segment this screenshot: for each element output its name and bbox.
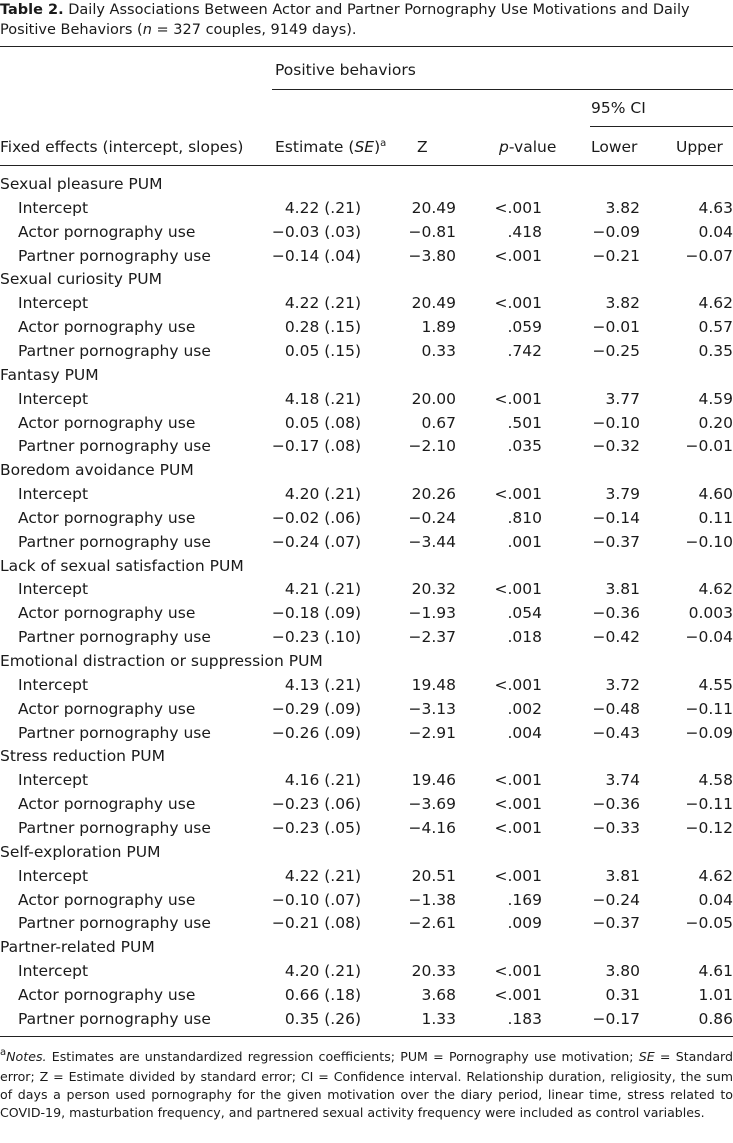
cell-p: .169 [507, 890, 542, 909]
cell-estimate: 4.18 (.21) [284, 389, 361, 408]
cell-label: Intercept [18, 675, 89, 694]
section-title: Lack of sexual satisfaction PUM [0, 556, 244, 575]
cell-estimate: −0.18 (.09) [271, 604, 361, 623]
cell-upper: 4.60 [698, 485, 733, 504]
cell-upper: 0.35 [698, 341, 733, 360]
cell-label: Intercept [18, 485, 89, 504]
cell-z: 19.48 [411, 675, 456, 694]
cell-estimate: 0.05 (.08) [284, 413, 361, 432]
cell-z: −1.93 [408, 604, 456, 623]
cell-z: −0.81 [408, 222, 456, 241]
cell-estimate: 0.66 (.18) [284, 985, 361, 1004]
cell-label: Intercept [18, 198, 89, 217]
cell-z: 1.89 [421, 318, 456, 337]
cell-estimate: −0.14 (.04) [271, 246, 361, 265]
cell-lower: 3.74 [605, 771, 640, 790]
caption-n: n [142, 22, 152, 38]
cell-label: Intercept [18, 866, 89, 885]
cell-label: Actor pornography use [18, 604, 196, 623]
cell-z: −3.44 [408, 532, 456, 551]
cell-z: 20.51 [411, 866, 456, 885]
section-title: Self-exploration PUM [0, 842, 161, 861]
table-label: Table 2. [0, 2, 64, 18]
cell-lower: 3.79 [605, 485, 640, 504]
cell-z: 20.49 [411, 294, 456, 313]
cell-label: Actor pornography use [18, 795, 196, 814]
cell-label: Partner pornography use [18, 341, 211, 360]
cell-upper: 4.58 [698, 771, 733, 790]
cell-upper: 1.01 [698, 985, 733, 1004]
cell-z: 20.49 [411, 198, 456, 217]
cell-lower: 3.81 [605, 580, 640, 599]
cell-upper: 4.62 [698, 294, 733, 313]
cell-lower: −0.17 [592, 1009, 640, 1028]
cell-lower: 3.82 [605, 294, 640, 313]
notes-label: Notes. [6, 1049, 47, 1064]
cell-upper: 0.04 [698, 890, 733, 909]
table-caption [0, 0, 733, 40]
cell-z: 1.33 [421, 1009, 456, 1028]
cell-p: .004 [507, 723, 542, 742]
cell-p: .742 [507, 341, 542, 360]
cell-estimate: 4.16 (.21) [284, 771, 361, 790]
cell-label: Actor pornography use [18, 890, 196, 909]
cell-lower: −0.37 [592, 914, 640, 933]
cell-upper: −0.10 [685, 532, 733, 551]
cell-label: Actor pornography use [18, 699, 196, 718]
cell-z: 0.33 [421, 341, 456, 360]
cell-label: Actor pornography use [18, 508, 196, 527]
cell-estimate: 4.13 (.21) [284, 675, 361, 694]
cell-estimate: 4.20 (.21) [284, 485, 361, 504]
cell-p: .183 [507, 1009, 542, 1028]
section-title: Emotional distraction or suppression PUM [0, 652, 323, 670]
cell-lower: 0.31 [605, 985, 640, 1004]
cell-z: −1.38 [408, 890, 456, 909]
cell-p: <.001 [494, 818, 542, 837]
cell-z: −3.13 [408, 699, 456, 718]
cell-p: <.001 [494, 771, 542, 790]
cell-z: 0.67 [421, 413, 456, 432]
cell-lower: −0.14 [592, 508, 640, 527]
table-notes: $^a$Notes. Estimates are unstandardized regression coefficients; PUM = Pornography use motivation; SE = Standard error; Z = Estimate divided by standard error; CI = Confidence interval. Relationship duration, religiosity, the sum of days a person used pornography for the given motivation over the diary period, linear time, stress related to COVID-19, masturbation frequency, and partnered sexual activity frequency were included as control variables. [0, 1047, 733, 1120]
cell-upper: 4.55 [698, 675, 733, 694]
cell-z: 19.46 [411, 771, 456, 790]
cell-lower: −0.33 [592, 818, 640, 837]
cell-label: Intercept [18, 294, 89, 313]
top-rule [0, 46, 733, 47]
cell-upper: 4.62 [698, 866, 733, 885]
cell-p: .035 [507, 437, 542, 456]
cell-estimate: 0.28 (.15) [284, 318, 361, 337]
cell-lower: −0.42 [592, 628, 640, 647]
cell-lower: −0.21 [592, 246, 640, 265]
cell-estimate: −0.23 (.05) [271, 818, 361, 837]
cell-lower: −0.37 [592, 532, 640, 551]
cell-estimate: 4.22 (.21) [284, 294, 361, 313]
cell-upper: 0.04 [698, 222, 733, 241]
cell-label: Intercept [18, 962, 89, 981]
cell-lower: 3.80 [605, 962, 640, 981]
cell-p: .418 [507, 222, 542, 241]
cell-lower: 3.77 [605, 389, 640, 408]
cell-label: Intercept [18, 389, 89, 408]
cell-p: <.001 [494, 985, 542, 1004]
cell-lower: −0.36 [592, 795, 640, 814]
cell-label: Actor pornography use [18, 222, 196, 241]
cell-estimate: 4.20 (.21) [284, 962, 361, 981]
cell-lower: −0.32 [592, 437, 640, 456]
cell-p: .002 [507, 699, 542, 718]
cell-estimate: 0.35 (.26) [284, 1009, 361, 1028]
cell-estimate: 4.22 (.21) [284, 198, 361, 217]
cell-z: −2.10 [408, 437, 456, 456]
cell-z: −3.80 [408, 246, 456, 265]
fixed-effects-header: Fixed effects (intercept, slopes) [0, 138, 244, 156]
cell-p: .810 [507, 508, 542, 527]
section-title: Boredom avoidance PUM [0, 461, 194, 480]
cell-label: Partner pornography use [18, 532, 211, 551]
cell-z: −2.61 [408, 914, 456, 933]
cell-p: .009 [507, 914, 542, 933]
cell-upper: 4.59 [698, 389, 733, 408]
cell-p: <.001 [494, 198, 542, 217]
cell-label: Partner pornography use [18, 723, 211, 742]
cell-p: .001 [507, 532, 542, 551]
cell-label: Partner pornography use [18, 818, 211, 837]
section-title: Partner-related PUM [0, 938, 155, 957]
cell-upper: 4.62 [698, 580, 733, 599]
cell-z: 20.32 [411, 580, 456, 599]
cell-upper: −0.12 [685, 818, 733, 837]
cell-label: Partner pornography use [18, 246, 211, 265]
cell-p: <.001 [494, 389, 542, 408]
cell-p: <.001 [494, 294, 542, 313]
cell-estimate: −0.10 (.07) [271, 890, 361, 909]
cell-p: <.001 [494, 675, 542, 694]
cell-upper: 0.20 [698, 413, 733, 432]
cell-lower: −0.36 [592, 604, 640, 623]
cell-estimate: 4.22 (.21) [284, 866, 361, 885]
cell-p: .501 [507, 413, 542, 432]
cell-upper: 0.57 [698, 318, 733, 337]
cell-lower: −0.43 [592, 723, 640, 742]
cell-z: 20.26 [411, 485, 456, 504]
caption-text-2: = 327 couples, 9149 days). [151, 22, 357, 38]
estimate-header: Estimate (SE)$^a$ [275, 138, 387, 156]
lower-header: Lower [591, 138, 638, 156]
cell-estimate: 0.05 (.15) [284, 341, 361, 360]
cell-upper: 4.61 [698, 962, 733, 981]
cell-estimate: −0.26 (.09) [271, 723, 361, 742]
cell-upper: 0.11 [698, 508, 733, 527]
positive-behaviors-header: Positive behaviors [275, 61, 416, 79]
cell-upper: −0.11 [685, 699, 733, 718]
cell-lower: −0.01 [592, 318, 640, 337]
section-title: Stress reduction PUM [0, 747, 165, 766]
cell-lower: 3.82 [605, 198, 640, 217]
cell-upper: 0.003 [688, 604, 733, 623]
cell-label: Intercept [18, 580, 89, 599]
cell-label: Partner pornography use [18, 1009, 211, 1028]
z-header: Z [417, 138, 428, 156]
cell-label: Actor pornography use [18, 413, 196, 432]
cell-lower: −0.10 [592, 413, 640, 432]
cell-estimate: −0.03 (.03) [271, 222, 361, 241]
cell-z: 20.00 [411, 389, 456, 408]
cell-upper: −0.04 [685, 628, 733, 647]
cell-lower: 3.81 [605, 866, 640, 885]
cell-upper: −0.09 [685, 723, 733, 742]
cell-z: −2.91 [408, 723, 456, 742]
cell-lower: −0.48 [592, 699, 640, 718]
cell-estimate: 4.21 (.21) [284, 580, 361, 599]
section-title: Sexual curiosity PUM [0, 270, 162, 289]
cell-p: <.001 [494, 795, 542, 814]
cell-upper: 0.86 [698, 1009, 733, 1028]
ci-header: 95% CI [591, 99, 646, 117]
cell-estimate: −0.23 (.06) [271, 795, 361, 814]
cell-z: −3.69 [408, 795, 456, 814]
cell-label: Actor pornography use [18, 985, 196, 1004]
section-title: Fantasy PUM [0, 365, 99, 384]
cell-p: .018 [507, 628, 542, 647]
cell-z: 3.68 [421, 985, 456, 1004]
cell-z: −4.16 [408, 818, 456, 837]
cell-upper: −0.07 [685, 246, 733, 265]
cell-p: <.001 [494, 580, 542, 599]
cell-lower: −0.09 [592, 222, 640, 241]
cell-p: <.001 [494, 485, 542, 504]
cell-label: Partner pornography use [18, 437, 211, 456]
cell-label: Partner pornography use [18, 628, 211, 647]
cell-z: −0.24 [408, 508, 456, 527]
cell-p: <.001 [494, 866, 542, 885]
cell-upper: −0.01 [685, 437, 733, 456]
cell-estimate: −0.23 (.10) [271, 628, 361, 647]
ci-rule [590, 126, 733, 127]
cell-p: .059 [507, 318, 542, 337]
cell-lower: −0.25 [592, 341, 640, 360]
cell-label: Partner pornography use [18, 914, 211, 933]
cell-p: <.001 [494, 962, 542, 981]
group-rule [272, 89, 733, 90]
cell-upper: 4.63 [698, 198, 733, 217]
cell-z: −2.37 [408, 628, 456, 647]
cell-p: .054 [507, 604, 542, 623]
bottom-rule [0, 1036, 733, 1037]
cell-upper: −0.05 [685, 914, 733, 933]
caption-text: Daily Associations Between Actor and Partner Pornography Use Motivations and Daily Positive Behaviors ( [0, 2, 690, 38]
cell-label: Actor pornography use [18, 318, 196, 337]
upper-header: Upper [676, 138, 723, 156]
section-title: Sexual pleasure PUM [0, 175, 163, 193]
cell-upper: −0.11 [685, 795, 733, 814]
cell-estimate: −0.24 (.07) [271, 532, 361, 551]
cell-z: 20.33 [411, 962, 456, 981]
cell-label: Intercept [18, 771, 89, 790]
cell-estimate: −0.02 (.06) [271, 508, 361, 527]
cell-lower: −0.24 [592, 890, 640, 909]
header-rule [0, 165, 733, 166]
p-value-header: p-value [499, 138, 557, 156]
cell-p: <.001 [494, 246, 542, 265]
cell-estimate: −0.21 (.08) [271, 914, 361, 933]
cell-estimate: −0.29 (.09) [271, 699, 361, 718]
cell-estimate: −0.17 (.08) [271, 437, 361, 456]
cell-lower: 3.72 [605, 675, 640, 694]
